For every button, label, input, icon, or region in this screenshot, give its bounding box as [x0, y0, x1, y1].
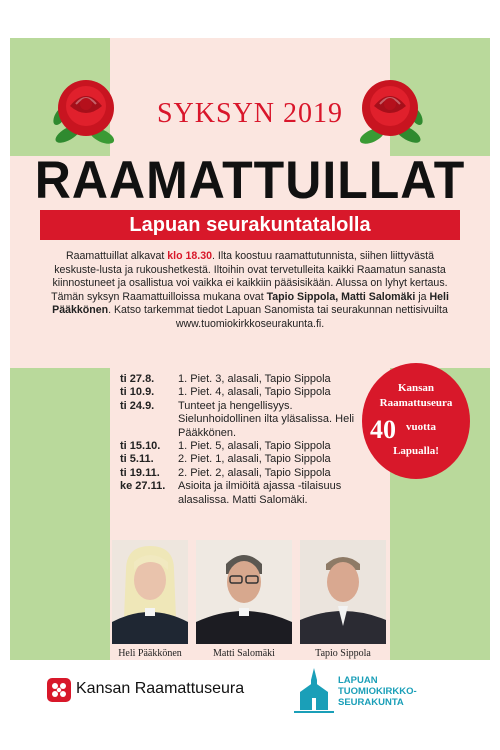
schedule-row — [120, 453, 360, 466]
badge-line2: Raamattuseura — [379, 397, 453, 409]
footer — [0, 660, 500, 750]
intro-time: klo 18.30 — [167, 250, 213, 262]
photo-matti-salomaki — [196, 540, 292, 644]
intro-p2c: . Katso tarkemmat tiedot Lapuan Sanomista tai seurakunnan nettisivuilta — [108, 304, 448, 316]
badge-line1: Kansan — [397, 382, 435, 394]
church-logo-icon — [294, 666, 334, 714]
schedule-row — [120, 467, 360, 480]
rose-right-icon — [352, 72, 428, 152]
page-title: RAAMATTUILLAT — [34, 150, 466, 210]
intro-p2a: Tämän syksyn Raamattuilloissa mukana ovat — [51, 290, 267, 303]
schedule-date: ti 19.11. — [120, 466, 160, 479]
intro-names2: Heli Pääkkönen — [52, 290, 449, 316]
photo-heli-paakkonen — [112, 540, 188, 644]
location-banner: Lapuan seurakuntatalolla — [40, 210, 460, 240]
anniversary-badge — [362, 363, 470, 479]
logo-line3: SEURAKUNTA — [338, 697, 404, 708]
schedule-date: ti 24.9. — [120, 399, 155, 412]
caption-heli: Heli Pääkkönen — [118, 648, 182, 659]
kansan-raamattuseura-logo-text: Kansan Raamattuseura — [76, 680, 245, 697]
kansan-raamattuseura-logo-icon — [46, 677, 72, 703]
schedule-topic: 2. Piet. 2, alasali, Tapio Sippola — [178, 466, 331, 479]
schedule-date: ti 5.11. — [120, 453, 154, 466]
schedule-date: ti 27.8. — [120, 373, 155, 385]
schedule-topic: 1. Piet. 4, alasali, Tapio Sippola — [178, 386, 331, 399]
schedule-date: ti 15.10. — [120, 440, 161, 453]
bg-green-bottom-left — [10, 368, 110, 660]
rose-left-icon — [48, 72, 124, 152]
intro-p2b: ja — [415, 290, 430, 303]
schedule-topic: 2. Piet. 1, alasali, Tapio Sippola — [178, 453, 331, 466]
logo-line1: LAPUAN — [338, 675, 378, 686]
caption-matti: Matti Salomäki — [213, 648, 275, 659]
schedule-date: ti 10.9. — [120, 386, 155, 399]
intro-names1: Tapio Sippola, Matti Salomäki — [266, 290, 416, 303]
schedule-topic: Asioita ja ilmiöitä ajassa -tilaisuus alasalissa. Matti Salomäki. — [178, 480, 342, 506]
schedule-row — [120, 400, 360, 440]
badge-line4: Lapualla! — [393, 445, 439, 457]
schedule-list — [120, 373, 360, 507]
schedule-row — [120, 480, 360, 507]
season-heading: SYKSYN 2019 — [156, 98, 344, 129]
caption-tapio: Tapio Sippola — [315, 648, 371, 659]
logo-line2: TUOMIOKIRKKO- — [338, 686, 417, 697]
schedule-topic: Tunteet ja hengellisyys. Sielunhoidollinen ilta yläsalissa. Heli Pääkkönen. — [178, 399, 355, 439]
badge-line3: vuotta — [406, 421, 436, 433]
schedule-row — [120, 440, 360, 453]
schedule-row — [120, 373, 360, 386]
badge-number: 40 — [370, 415, 396, 444]
schedule-date: ke 27.11. — [120, 480, 166, 493]
lapuan-tuomiokirkkoseurakunta-logo-text — [338, 675, 417, 708]
schedule-topic: 1. Piet. 5, alasali, Tapio Sippola — [178, 440, 331, 453]
schedule-row — [120, 386, 360, 399]
photo-tapio-sippola — [300, 540, 386, 644]
intro-text — [44, 250, 456, 331]
intro-p1b: . Ilta koostuu raamattutunnista, siihen liittyvästä keskuste-lusta ja rukoushetkestä. Iltoihin ovat tervetulleita kaikki Raamatun sanasta kiinnostuneet ja osallistua voi vaikka ei kaikkiin pääsisikään. Alussa on lyhyt kertaus. — [52, 250, 448, 289]
intro-url[interactable]: www.tuomiokirkkoseurakunta.fi. — [175, 317, 325, 330]
schedule-topic: 1. Piet. 3, alasali, Tapio Sippola — [178, 373, 331, 385]
intro-p1a: Raamattuillat alkavat — [65, 250, 168, 262]
